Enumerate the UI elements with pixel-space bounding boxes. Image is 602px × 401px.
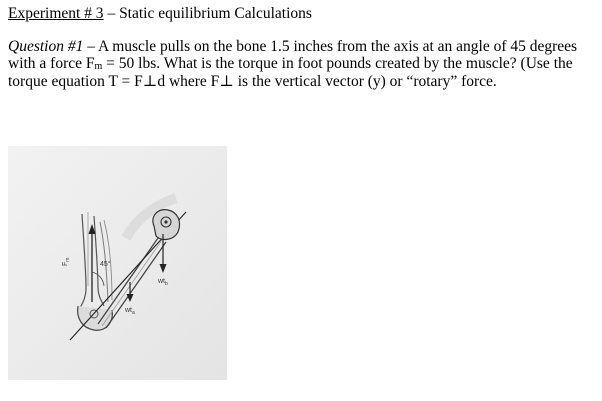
elbow-diagram-svg xyxy=(8,146,227,380)
figure-background xyxy=(8,146,227,380)
question-paragraph xyxy=(8,39,598,91)
force-subscript: m xyxy=(94,60,103,72)
angle-label: 45° xyxy=(100,261,111,268)
experiment-number: Experiment # 3 xyxy=(8,5,104,22)
heading-dash: – xyxy=(103,5,120,22)
experiment-title: Static equilibrium Calculations xyxy=(119,5,312,22)
question-text-part1: A muscle pulls on the bone 1.5 inches from the axis at an angle of 45 degrees with a force F xyxy=(8,38,578,72)
question-label: Question #1 xyxy=(8,38,84,55)
experiment-heading xyxy=(8,4,312,24)
hand xyxy=(153,210,180,240)
question-dash: – xyxy=(83,38,98,55)
weight-b-label: $wt_b$ xyxy=(158,278,168,287)
elbow-diagram xyxy=(8,146,227,380)
weight-a-label: $wt_a$ xyxy=(125,307,135,316)
question-text-part2: = 50 lbs. What is the torque in foot pounds created by the muscle? (Use the torque equation T = F⊥d where F⊥ is the vertical vector (y) or “rotary” force. xyxy=(8,54,573,91)
muscle-force-label: $F_m$ xyxy=(62,257,71,266)
